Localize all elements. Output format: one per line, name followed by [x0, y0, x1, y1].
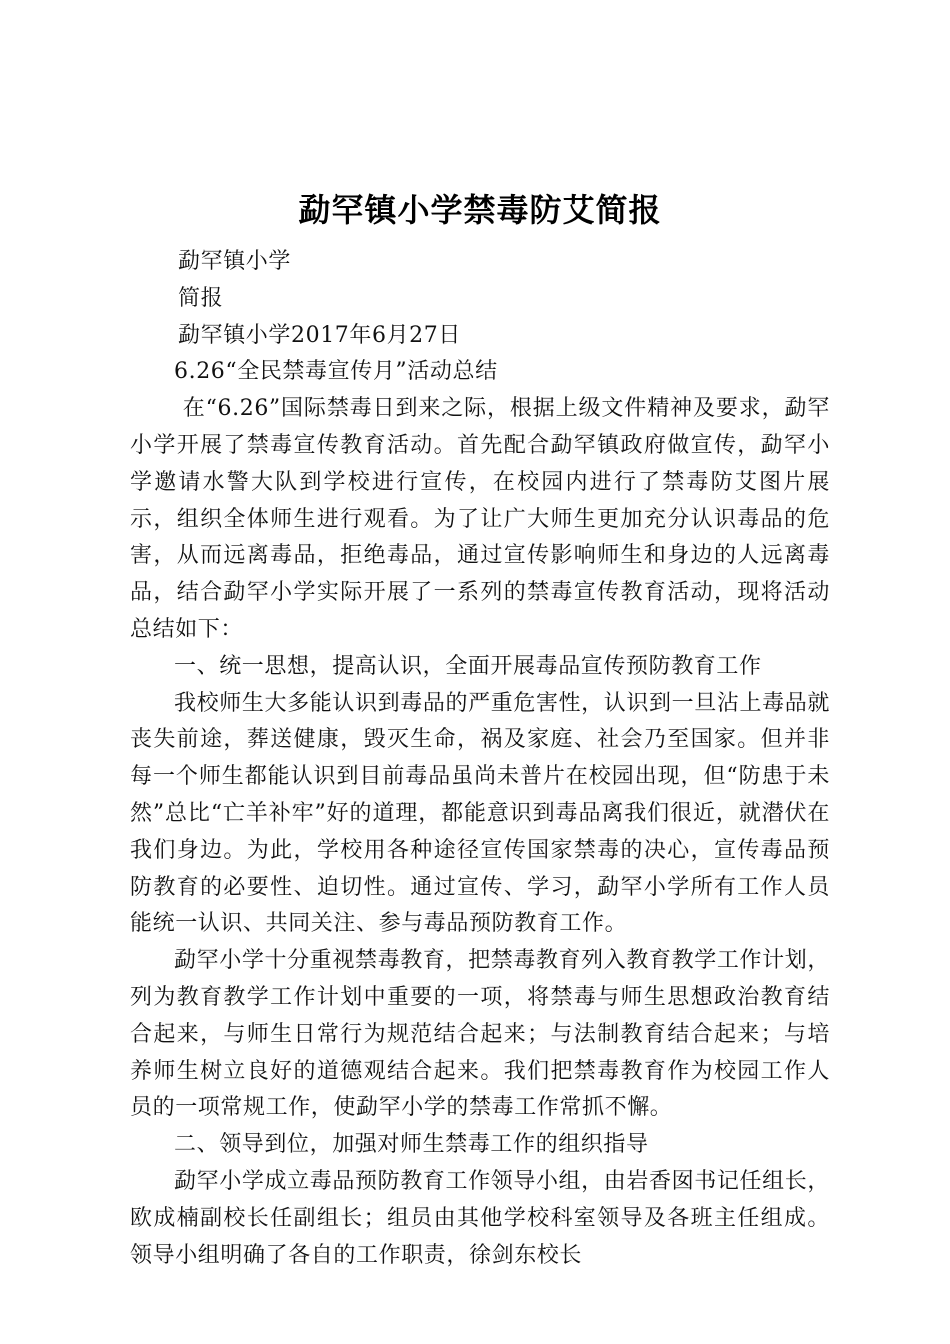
header-date-line: 勐罕镇小学2017年6月27日 [178, 322, 461, 348]
paragraph-leadership: 勐罕小学成立毒品预防教育工作领导小组，由岩香囡书记任组长，欧成楠副校长任副组长；组员由其他学校科室领导及各班主任组成。领导小组明确了各自的工作职责，徐剑东校长 [130, 1168, 830, 1268]
section-heading-1: 一、统一思想，提高认识，全面开展毒品宣传预防教育工作 [174, 653, 762, 679]
header-school-name: 勐罕镇小学 [178, 249, 292, 274]
header-doc-type: 简报 [178, 285, 224, 311]
paragraph-planning: 勐罕小学十分重视禁毒教育，把禁毒教育列入教育教学工作计划，列为教育教学工作计划中重要的一项，将禁毒与师生思想政治教育结合起来，与师生日常行为规范结合起来；与法制教育结合起来；与培养师生树立良好的道德观结合起来。我们把禁毒教育作为校园工作人员的一项常规工作，使勐罕小学的禁毒工作常抓不懈。 [130, 948, 830, 1121]
paragraph-awareness: 我校师生大多能认识到毒品的严重危害性，认识到一旦沾上毒品就丧失前途，葬送健康，毁灭生命，祸及家庭、社会乃至国家。但并非每一个师生都能认识到目前毒品虽尚未普片在校园出现，但“防患于未然”总比“亡羊补牢”好的道理，都能意识到毒品离我们很近，就潜伏在我们身边。为此，学校用各种途径宣传国家禁毒的决心，宣传毒品预防教育的必要性、迫切性。通过宣传、学习，勐罕小学所有工作人员能统一认识、共同关注、参与毒品预防教育工作。 [130, 690, 830, 937]
document-title: 勐罕镇小学禁毒防艾简报 [298, 191, 662, 229]
header-subtitle: 6.26“全民禁毒宣传月”活动总结 [174, 359, 498, 385]
paragraph-intro: 在“6.26”国际禁毒日到来之际，根据上级文件精神及要求，勐罕小学开展了禁毒宣传教育活动。首先配合勐罕镇政府做宣传，勐罕小学邀请水警大队到学校进行宣传，在校园内进行了禁毒防艾图片展示，组织全体师生进行观看。为了让广大师生更加充分认识毒品的危害，从而远离毒品，拒绝毒品，通过宣传影响师生和身边的人远离毒品，结合勐罕小学实际开展了一系列的禁毒宣传教育活动，现将活动总结如下： [130, 396, 830, 642]
document-body [130, 180, 830, 1274]
section-heading-2: 二、领导到位，加强对师生禁毒工作的组织指导 [174, 1132, 649, 1158]
